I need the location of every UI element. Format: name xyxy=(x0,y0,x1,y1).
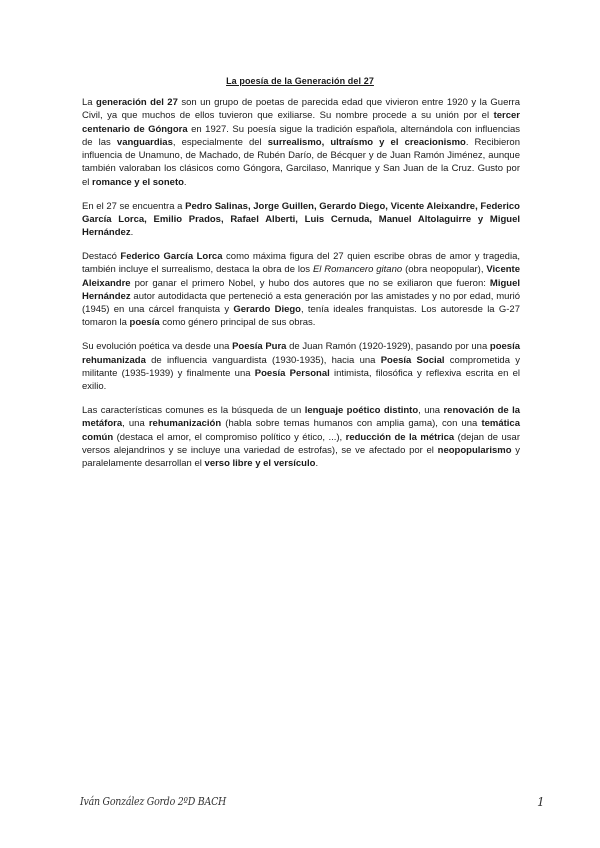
bold-term: Miguel Hernández xyxy=(82,277,520,302)
bold-term: Vicente Aleixandre xyxy=(82,264,520,289)
text-run: de influencia vanguardista (1930-1935), hacia una xyxy=(145,354,381,366)
text-run: en 1927. Su poesía sigue la tradición española, alternándola con influencias de las xyxy=(82,123,520,148)
bold-term: reducción de la métrica xyxy=(345,431,455,443)
bold-term: temática común xyxy=(82,418,520,443)
text-run: Su evolución poética va desde una xyxy=(82,341,233,353)
text-run: por ganar el primero Nobel, y hubo dos autores que no se exiliaron que fueron: xyxy=(130,277,490,289)
bold-term: verso libre y el versículo xyxy=(204,458,316,470)
bold-term: lenguaje poético distinto xyxy=(304,404,419,416)
document-body xyxy=(82,96,520,481)
text-run: Destacó xyxy=(82,250,121,262)
footer-author-signature: Iván González Gordo 2ºD BACH xyxy=(80,795,227,808)
bold-term: Poesía Pura xyxy=(232,341,287,353)
lorca-paragraph xyxy=(82,250,520,330)
text-run: (habla sobre temas humanos con amplia gama), con una xyxy=(221,418,482,430)
text-run: La xyxy=(82,97,97,108)
bold-term: Gerardo Diego xyxy=(233,304,301,316)
text-run: . Recibieron influencia de Unamuno, de Machado, de Rubén Darío, de Bécquer y de Juan Ramón Jiménez, aunque también valoraban los clásicos como Góngora, Garcilaso, Manrique y San Juan de la Cruz. Gusto por el xyxy=(82,136,520,188)
text-run: autor autodidacta que perteneció a esta generación por las amistades y no por edad, murió (1945) en una cárcel franquista y xyxy=(82,290,520,316)
text-run: . xyxy=(183,176,187,188)
text-run: (obra neopopular), xyxy=(402,264,487,276)
bold-term: Pedro Salinas, Jorge Guillen, Gerardo Diego, Vicente Aleixandre, Federico García Lorca, Emilio Prados, Rafael Alberti, Luis Cernuda, Manuel Altolaguirre y Miguel Hernández xyxy=(82,200,520,239)
text-run: (destaca el amor, el compromiso político y ético, ...), xyxy=(113,431,346,443)
text-run: intimista, filosófica y reflexiva escrita en el exilio. xyxy=(82,367,521,393)
authors-paragraph xyxy=(82,200,520,240)
text-run: son un grupo de poetas de parecida edad que vivieron entre 1920 y la Guerra Civil, ya que muchos de ellos tuvieron que exiliarse. Su nombre procede a su unión por el xyxy=(82,97,520,122)
text-run: , tenía ideales franquistas. Los autoresde la G-27 tomaron la xyxy=(82,304,520,329)
bold-term: Poesía Personal xyxy=(254,367,330,379)
bold-term: renovación de la metáfora xyxy=(82,404,520,430)
text-run: . xyxy=(315,458,319,470)
bold-term: neopopularismo xyxy=(437,444,512,456)
bold-term: poesía rehumanizada xyxy=(82,341,520,366)
text-run: como género principal de sus obras. xyxy=(159,317,316,329)
text-run: de Juan Ramón (1920-1929), pasando por una xyxy=(286,341,490,353)
bold-term: romance y el soneto xyxy=(92,176,184,188)
italic-title: El Romancero gitano xyxy=(312,264,403,276)
bold-term: Poesía Social xyxy=(380,354,445,366)
text-run: , una xyxy=(122,418,149,430)
bold-term: poesía xyxy=(129,317,160,329)
text-run: y paralelamente desarrollan el xyxy=(82,444,521,470)
text-run: En el 27 se encuentra a xyxy=(82,200,186,212)
text-run: . xyxy=(130,227,134,239)
text-run: Las características comunes es la búsqueda de un xyxy=(82,404,305,416)
characteristics-paragraph xyxy=(82,404,520,470)
evolution-paragraph xyxy=(82,340,520,393)
bold-term: vanguardias xyxy=(116,136,173,148)
bold-term: rehumanización xyxy=(148,418,222,430)
text-run: , una xyxy=(418,404,444,416)
text-run: (dejan de usar versos alejandrinos y se incluye una variedad de estrofas), se ve afectado por el xyxy=(82,431,521,456)
bold-term: Federico García Lorca xyxy=(120,250,223,262)
bold-term: tercer centenario de Góngora xyxy=(82,110,520,135)
document-title: La poesía de la Generación del 27 xyxy=(226,76,374,86)
bold-term: generación del 27 xyxy=(96,97,178,108)
page-number: 1 xyxy=(537,795,545,809)
bold-term: surrealismo, ultraísmo y el creacionismo xyxy=(267,136,466,148)
intro-paragraph xyxy=(82,96,520,189)
text-run: comprometida y militante (1935-1939) y finalmente una xyxy=(82,354,520,379)
text-run: como máxima figura del 27 quien escribe obras de amor y tragedia, también incluye el surrealismo, destaca la obra de los xyxy=(82,250,520,276)
text-run: , especialmente del xyxy=(172,136,268,148)
